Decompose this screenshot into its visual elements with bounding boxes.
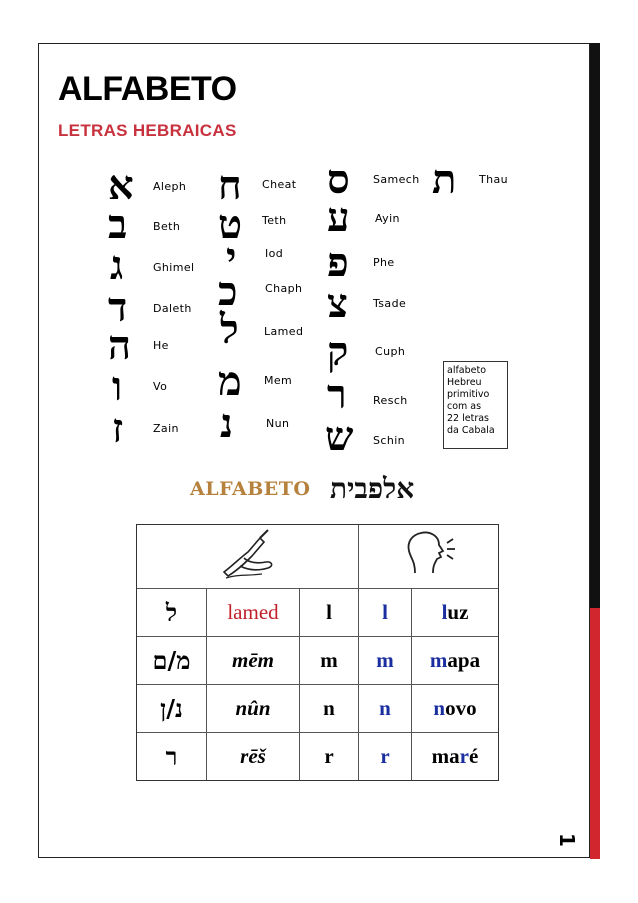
note-line: da Cabala xyxy=(447,425,495,436)
letter-glyph: א xyxy=(108,162,134,209)
example-prefix: l xyxy=(441,600,448,624)
letter-glyph: כ xyxy=(218,268,238,315)
example-prefix: n xyxy=(433,696,446,720)
row-latin: n xyxy=(300,685,359,733)
row-example xyxy=(412,637,498,685)
row-example xyxy=(412,733,498,780)
alfabeto-banner xyxy=(180,470,442,508)
letter-glyph: ט xyxy=(218,201,243,248)
row-sound: r xyxy=(359,733,412,780)
example-rest: ovo xyxy=(445,696,477,720)
letter-glyph: ב xyxy=(108,201,128,248)
example-suffix: é xyxy=(469,744,479,768)
letter-name: Zain xyxy=(153,422,179,435)
note-line: 22 letras xyxy=(447,413,489,424)
letter-name: Phe xyxy=(373,256,395,269)
letter-glyph: ח xyxy=(218,162,242,209)
example-highlight: r xyxy=(459,744,469,768)
letter-name: Beth xyxy=(153,220,181,233)
writing-hand-icon xyxy=(218,528,278,586)
letter-name: Chaph xyxy=(265,282,303,295)
banner-hebrew: אלפבית xyxy=(330,472,415,505)
note-line: Hebreu xyxy=(447,377,482,388)
row-name: lamed xyxy=(207,589,300,637)
letter-name: Lamed xyxy=(264,325,304,338)
row-latin: m xyxy=(300,637,359,685)
note-line: com as xyxy=(447,401,482,412)
letter-glyph: ע xyxy=(327,194,350,241)
row-sound: m xyxy=(359,637,412,685)
row-latin: l xyxy=(300,589,359,637)
letter-glyph: ש xyxy=(325,413,354,460)
letter-glyph: ה xyxy=(108,322,132,369)
row-sound: l xyxy=(359,589,412,637)
letter-name: Cheat xyxy=(262,178,297,191)
row-hebrew: מ/ם xyxy=(137,637,207,685)
letter-name: Cuph xyxy=(375,345,406,358)
letter-glyph: ת xyxy=(432,156,457,203)
example-rest: uz xyxy=(447,600,469,624)
letter-glyph: ק xyxy=(327,328,349,375)
letter-glyph: ר xyxy=(327,371,347,418)
letter-glyph: ג xyxy=(110,242,124,289)
letter-glyph: ו xyxy=(112,363,123,410)
row-hebrew: ל xyxy=(137,589,207,637)
letter-glyph: י xyxy=(226,234,237,281)
row-example xyxy=(412,589,498,637)
letter-glyph: ד xyxy=(108,284,128,331)
page-number: 1 xyxy=(554,833,579,847)
letter-name: Tsade xyxy=(373,297,407,310)
letter-name: Schin xyxy=(373,434,406,447)
example-prefix: ma xyxy=(431,744,460,768)
row-sound: n xyxy=(359,685,412,733)
speaking-head-icon xyxy=(399,529,459,585)
page-title: ALFABETO xyxy=(58,70,237,108)
letter-name: Nun xyxy=(266,417,290,430)
letter-glyph: צ xyxy=(327,280,348,327)
letter-glyph: פ xyxy=(327,239,349,286)
letter-name: Daleth xyxy=(153,302,192,315)
letter-glyph: נ xyxy=(220,400,234,447)
letter-name: Teth xyxy=(262,214,287,227)
header-speak-cell xyxy=(359,525,498,589)
note-line: alfabeto xyxy=(447,365,487,376)
row-name: nûn xyxy=(207,685,300,733)
letter-name: Vo xyxy=(153,380,168,393)
letter-name: Samech xyxy=(373,173,420,186)
header-write-cell xyxy=(137,525,359,589)
row-hebrew: נ/ן xyxy=(137,685,207,733)
row-name: mēm xyxy=(207,637,300,685)
letter-name: Thau xyxy=(479,173,509,186)
letter-table xyxy=(136,524,499,781)
side-bar-red xyxy=(590,608,600,859)
row-example xyxy=(412,685,498,733)
letter-glyph: ס xyxy=(327,156,350,203)
row-latin: r xyxy=(300,733,359,780)
letter-glyph: מ xyxy=(218,358,242,405)
letter-name: He xyxy=(153,339,169,352)
letter-name: Aleph xyxy=(153,180,187,193)
letter-name: Resch xyxy=(373,394,408,407)
example-prefix: m xyxy=(429,648,448,672)
row-hebrew: ר xyxy=(137,733,207,780)
letter-name: Ayin xyxy=(375,212,400,225)
banner-text: ALFABETO xyxy=(190,478,311,500)
note-line: primitivo xyxy=(447,389,490,400)
letter-glyph: ל xyxy=(220,306,239,353)
letter-name: Iod xyxy=(265,247,284,260)
note-box xyxy=(443,361,508,449)
row-name: rēš xyxy=(207,733,300,780)
letter-glyph: ז xyxy=(112,405,124,452)
page-subtitle: LETRAS HEBRAICAS xyxy=(58,121,237,140)
example-rest: apa xyxy=(447,648,481,672)
side-bar-black xyxy=(590,43,600,608)
letter-name: Mem xyxy=(264,374,293,387)
letter-name: Ghimel xyxy=(153,261,195,274)
